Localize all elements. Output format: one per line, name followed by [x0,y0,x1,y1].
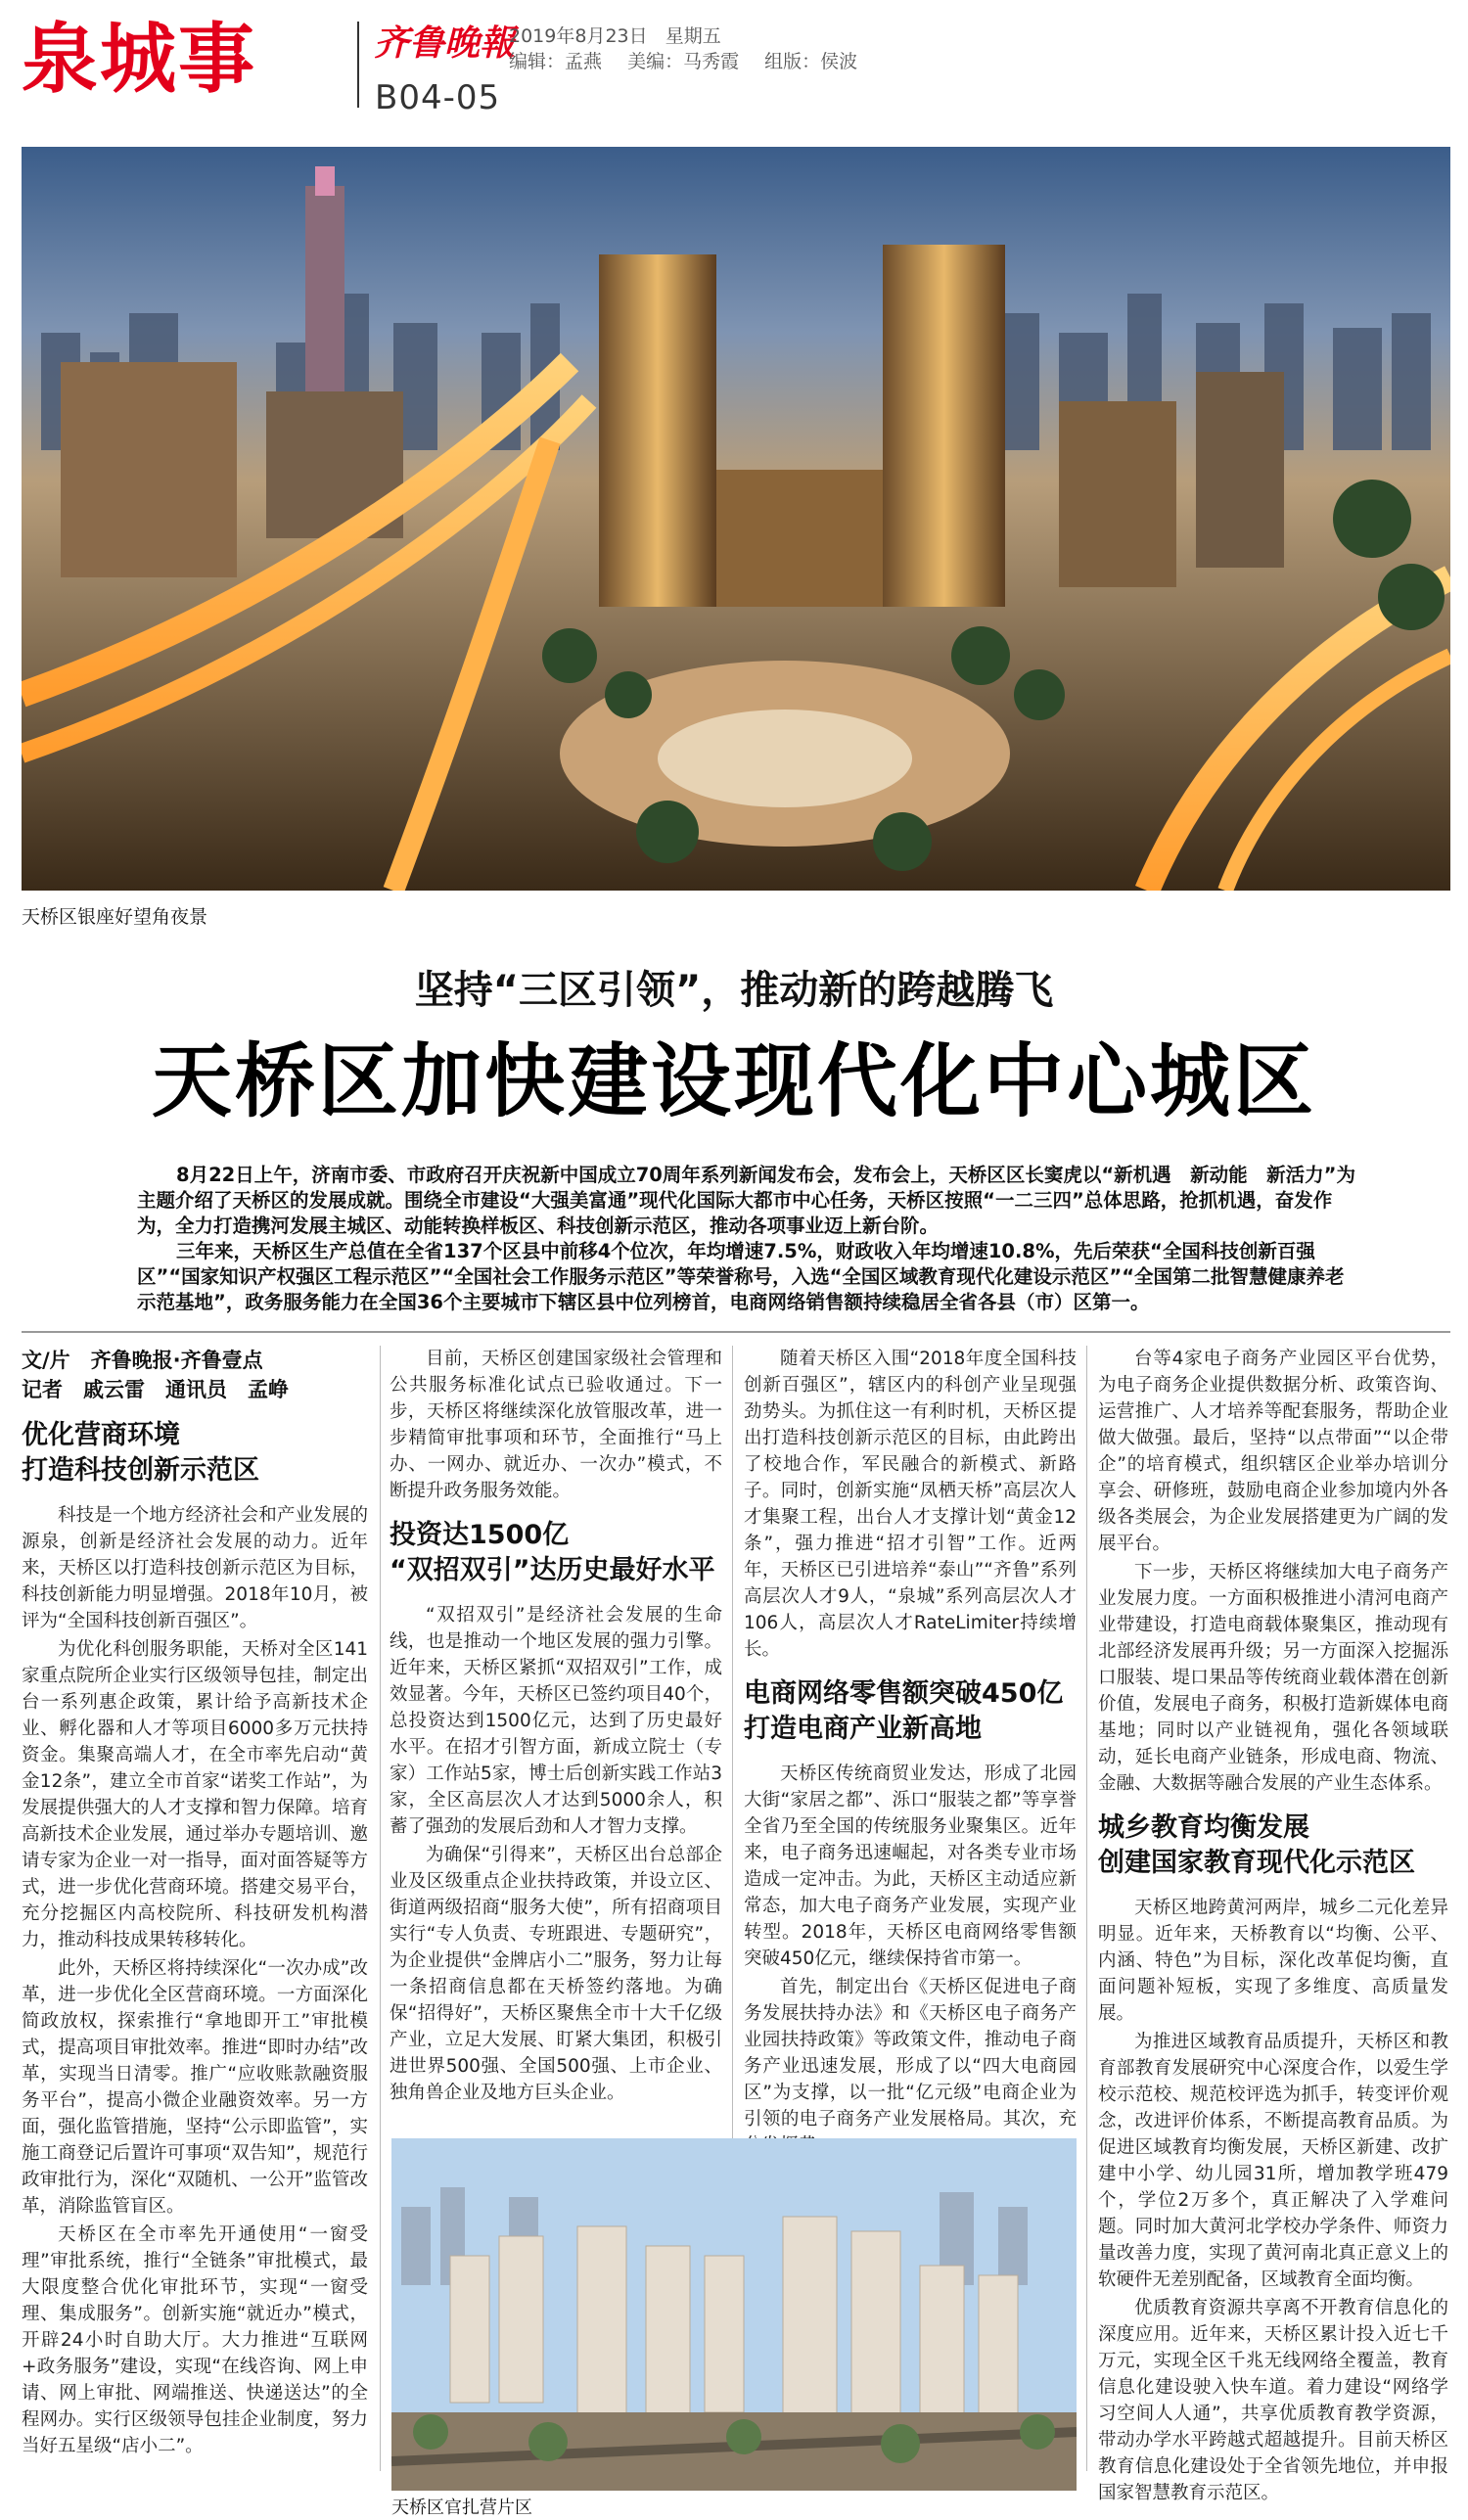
paragraph: 目前，天桥区创建国家级社会管理和公共服务标准化试点已验收通过。下一步，天桥区将继续深化放管服改革，进一步精简审批事项和环节，全面推行“马上办、一网办、就近办、一次办”模式，不断提升政务服务效能。 [390,1349,722,1501]
column-divider [1086,1346,1087,2471]
paragraph: 为优化科创服务职能，天桥对全区141家重点院所企业实行区级领导包挂，制定出台一系列惠企政策，累计给予高新技术企业、孵化器和人才等项目6000多万元扶持资金。集聚高端人才，在全市率先启动“黄金12条”，建立全市首家“诺奖工作站”，为发展提供强大的人才支撑和智力保障。培育高新技术企业发展，通过举办专题培训、邀请专家为企业一对一指导，面对面答疑等方式，进一步优化营商环境。搭建交易平台，充分挖掘区内高校院所、科技研发机构潜力，推动科技成果转移转化。 [22,1639,368,1950]
column-4 [1098,1346,1448,2508]
article-lead [137,1163,1360,1315]
secondary-photo-caption: 天桥区官扎营片区 [391,2497,532,2518]
paragraph: 科技是一个地方经济社会和产业发展的源泉，创新是经济社会发展的动力。近年来，天桥区以打造科技创新示范区为目标，科技创新能力明显增强。2018年10月，被评为“全国科技创新百强区”。 [22,1505,368,1631]
paragraph: 此外，天桥区将持续深化“一次办成”改革，进一步优化全区营商环境。一方面深化简政放权，探索推行“拿地即开工”审批模式，提高项目审批效率。推进“即时办结”改革，实现当日清零。推广“应收账款融资服务平台”，提高小微企业融资效率。另一方面，强化监管措施，坚持“公示即监管”，实施工商登记后置许可事项“双告知”，规范行政审批行为，深化“双随机、一公开”监管改革，消除监管盲区。 [22,1958,368,2217]
paragraph: 天桥区传统商贸业发达，形成了北园大街“家居之都”、泺口“服装之都”等享誉全省乃至全国的传统服务业聚集区。近年来，电子商务迅速崛起，对各类专业市场造成一定冲击。为此，天桥区主动适应新常态，加大电子商务产业发展，实现产业转型。2018年，天桥区电商网络零售额突破450亿元，继续保持省市第一。 [744,1764,1077,1969]
section-divider [22,1331,1450,1333]
byline: 记者 戚云雷 通讯员 孟峥 [22,1378,289,1401]
masthead-date [509,22,721,48]
column-3 [744,1346,1077,2161]
column-1 [22,1346,368,2461]
section-heading: 城乡教育均衡发展 创建国家教育现代化示范区 [1098,1812,1415,1878]
column-divider [380,1346,381,2471]
designer: 美编：马秀霞 [627,51,740,72]
city-day-illustration [391,2138,1077,2491]
paragraph: 台等4家电子商务产业园区平台优势，为电子商务企业提供数据分析、政策咨询、运营推广、人才培养等配套服务，帮助企业做大做强。最后，坚持“以点带面”“以企带企”的培育模式，组织辖区企业举办培训分享会、研修班，鼓励电商企业参加境内外各级各类展会，为企业发展搭建更为广阔的发展平台。 [1098,1349,1448,1554]
paragraph: 天桥区在全市率先开通使用“一窗受理”审批系统，推行“全链条”审批模式，最大限度整合优化审批环节，实现“一窗受理、集成服务”。创新实施“就近办”模式，开辟24小时自助大厅。大力推进“互联网+政务服务”建设，实现“在线咨询、网上申请、网上审批、网端推送、快递送达”的全程网办。实行区级领导包挂企业制度，努力当好五星级“店小二”。 [22,2224,368,2456]
lead-paragraph: 三年来，天桥区生产总值在全省137个区县中前移4个位次，年均增速7.5%，财政收入年均增速10.8%，先后荣获“全国科技创新百强区”“国家知识产权强区工程示范区”“全国社会工作服务示范区”等荣誉称号，入选“全国区域教育现代化建设示范区”“全国第二批智慧健康养老示范基地”，政务服务能力在全国36个主要城市下辖区县中位列榜首，电商网络销售额持续稳居全省各县（市）区第一。 [137,1240,1345,1313]
paragraph: “双招双引”是经济社会发展的生命线，也是推动一个地区发展的强力引擎。近年来，天桥区紧抓“双招双引”工作，成效显著。今年，天桥区已签约项目40个，总投资达到1500亿元，达到了历史最好水平。在招才引智方面，新成立院士（专家）工作站5家，博士后创新实践工作站3家，全区高层次人才达到5000余人，积蓄了强劲的发展后劲和人才智力支撑。 [390,1605,722,1837]
paragraph: 首先，制定出台《天桥区促进电子商务发展扶持办法》和《天桥区电子商务产业园扶持政策》等政策文件，推动电子商务产业迅速发展，形成了以“四大电商园区”为支撑，以一批“亿元级”电商企业为引领的电子商务产业发展格局。其次，充 [744,1977,1077,2130]
paragraph: 为推进区域教育品质提升，天桥区和教育部教育发展研究中心深度合作，以爱生学校示范校、规范校评选为抓手，转变评价观念，改进评价体系，不断提高教育品质。为促进区域教育均衡发展，天桥区新建、改扩建中小学、幼儿园31所，增加教学班479个，学位2万多个，真正解决了入学难问题。同时加大黄河北学校办学条件、师资力量改善力度，实现了黄河南北真正意义上的软硬件无差别配备，区域教育全面均衡。 [1098,2032,1448,2290]
typesetter: 组版：侯波 [764,51,858,72]
city-night-illustration [22,147,1450,891]
main-photo [22,147,1450,891]
article-subtitle: 坚持“三区引领”，推动新的跨越腾飞 [414,968,1054,1013]
byline: 文/片 齐鲁晚报·齐鲁壹点 [22,1349,263,1372]
paper-logo: 齐鲁晚報 [374,23,516,64]
editor: 编辑：孟燕 [509,51,603,72]
paragraph: 为确保“引得来”，天桥区出台总部企业及区级重点企业扶持政策，并设立区、街道两级招商“服务大使”，所有招商项目实行“专人负责、专班跟进、专题研究”，为企业提供“金牌店小二”服务，努力让每一条招商信息都在天桥签约落地。为确保“招得好”，天桥区聚焦全市十大千亿级产业，立足大发展、盯紧大集团，积极引进世界500强、全国500强、上市企业、独角兽企业及地方巨头企业。 [390,1845,722,2103]
paragraph: 天桥区地跨黄河两岸，城乡二元化差异明显。近年来，天桥教育以“均衡、公平、内涵、特色”为目标，深化改革促均衡，直面问题补短板，实现了多维度、高质量发展。 [1098,1898,1448,2024]
masthead-staff [509,47,877,73]
article-headline: 天桥区加快建设现代化中心城区 [151,1035,1316,1128]
section-heading: 电商网络零售额突破450亿 打造电商产业新高地 [744,1678,1064,1744]
secondary-photo [391,2138,1077,2491]
date: 2019年8月23日 [509,25,648,47]
paragraph: 随着天桥区入围“2018年度全国科技创新百强区”，辖区内的科创产业呈现强劲势头。为抓住这一有利时机，天桥区提出打造科技创新示范区的目标，由此跨出了校地合作，军民融合的新模式、新路子。同时，创新实施“凤栖天桥”高层次人才集聚工程，出台人才支撑计划“黄金12条”，强力推进“招才引智”工作。近两年，天桥区已引进培养“泰山”“齐鲁”系列高层次人才9人，“泉城”系列高层次人才106人，高层次人才RateLimiter持续增长。 [744,1349,1077,1660]
section-heading: 优化营商环境 打造科技创新示范区 [22,1420,259,1486]
section-title: 泉城事 [22,16,257,104]
section-heading: 投资达1500亿 “双招双引”达历史最好水平 [390,1520,715,1585]
paragraph: 下一步，天桥区将继续加大电子商务产业发展力度。一方面积极推进小清河电商产业带建设，打造电商载体聚集区，推动现有北部经济发展再升级；另一方面深入挖掘泺口服装、堤口果品等传统商业载体潜在创新价值，发展电子商务，积极打造新媒体电商基地；同时以产业链视角，强化各领域联动，延长电商产业链条，形成电商、物流、金融、大数据等融合发展的产业生态体系。 [1098,1562,1448,1794]
page-number: B04-05 [375,78,501,117]
masthead-divider [357,22,359,108]
main-photo-caption: 天桥区银座好望角夜景 [22,906,208,928]
weekday: 星期五 [665,25,721,47]
paragraph: 优质教育资源共享离不开教育信息化的深度应用。近年来，天桥区累计投入近七千万元，实现全区千兆无线网络全覆盖，教育信息化建设驶入快车道。着力建设“网络学习空间人人通”，共享优质教育教学资源，带动办学水平跨越式超越提升。目前天桥区教育信息化建设处于全省领先地位，并申报国家智慧教育示范区。 [1098,2298,1448,2503]
column-2 [390,1346,722,2108]
lead-paragraph: 8月22日上午，济南市委、市政府召开庆祝新中国成立70周年系列新闻发布会，发布会上，天桥区区长窦虎以“新机遇 新动能 新活力”为主题介绍了天桥区的发展成就。围绕全市建设“大强美富通”现代化国际大都市中心任务，天桥区按照“一二三四”总体思路，抢抓机遇，奋发作为，全力打造携河发展主城区、动能转换样板区、科技创新示范区，推动各项事业迈上新台阶。 [137,1164,1355,1237]
